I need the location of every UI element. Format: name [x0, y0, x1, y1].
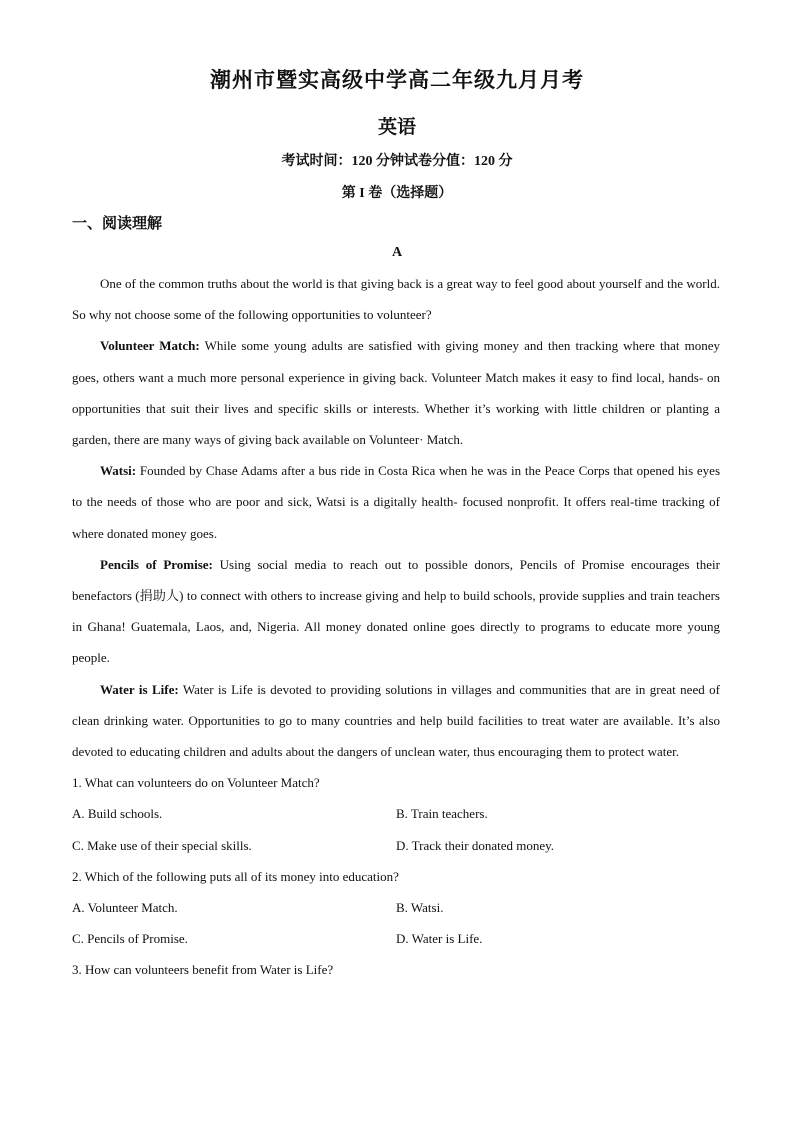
volume-heading: 第 I 卷（选择题）: [341, 186, 453, 201]
passage-letter: A: [391, 245, 403, 260]
paragraph-lead: Watsi:: [100, 463, 137, 479]
option-d: D. Water is Life.: [396, 931, 483, 947]
option-b: B. Watsi.: [396, 900, 444, 916]
paragraph-text: Using social media to reach out to possible donors, Pencils of Promise encourages their benefactors (捐助人) to connect with others to increase giving and help to build schools, provide supplies and train teachers in Ghana! Guatemala, Laos, and, Nigeria. All money donated online goes directly to programs to educate more young people.: [72, 556, 720, 666]
paragraph-lead: Volunteer Match:: [100, 338, 200, 354]
subject-heading: 英语: [377, 117, 416, 138]
exam-info: 考试时间：120 分钟试卷分值：120 分: [281, 154, 513, 169]
paragraph-watsi: [72, 455, 720, 549]
paragraph-pencils-of-promise: [72, 549, 720, 674]
paragraph-text: While some young adults are satisfied with giving money and then tracking where that money goes, others want a much more personal experience in giving back. Volunteer Match makes it easy to find local, hands- on opportunities that suit their lives and specific skills or interests. Whether it’s working with little children or planting a garden, there are many ways of giving back available on Volunteer· Match.: [72, 338, 720, 448]
option-a: A. Build schools.: [72, 806, 163, 822]
question-options: [72, 798, 720, 829]
option-b: B. Train teachers.: [396, 806, 488, 822]
option-d: D. Track their donated money.: [396, 837, 555, 853]
question-options: [72, 892, 720, 923]
paragraph-text: Founded by Chase Adams after a bus ride in Costa Rica when he was in the Peace Corps that opened his eyes to the needs of those who are poor and sick, Watsi is a digitally health- focused nonprofit. It offers real-time tracking of where donated money goes.: [72, 463, 720, 541]
paragraph-lead: Water is Life:: [100, 681, 179, 697]
question-options: [72, 923, 720, 954]
question-stem: 2. Which of the following puts all of its money into education?: [72, 868, 399, 884]
section-heading: 一、阅读理解: [72, 216, 163, 232]
option-c: C. Pencils of Promise.: [72, 931, 188, 947]
paragraph-volunteer-match: [72, 330, 720, 455]
paragraph-intro: [72, 268, 720, 330]
paragraph-text: Water is Life is devoted to providing solutions in villages and communities that are in great need of clean drinking water. Opportunities to go to many countries and help build facilities to treat water are available. It’s also devoted to educating children and adults about the dangers of unclean water, thus encouraging them to protect water.: [72, 681, 720, 760]
option-c: C. Make use of their special skills.: [72, 837, 252, 853]
question-stem: 3. How can volunteers benefit from Water is Life?: [72, 962, 334, 978]
paragraph-text: One of the common truths about the world is that giving back is a great way to feel good about yourself and the world. So why not choose some of the following opportunities to volunteer?: [72, 276, 720, 323]
exam-title: 潮州市暨实高级中学高二年级九月月考: [210, 68, 584, 92]
question-stem: 1. What can volunteers do on Volunteer Match?: [72, 775, 320, 791]
question-options: [72, 830, 720, 861]
paragraph-water-is-life: [72, 674, 720, 768]
passage-body: [72, 268, 720, 986]
paragraph-lead: Pencils of Promise:: [100, 556, 213, 572]
option-a: A. Volunteer Match.: [72, 900, 178, 916]
